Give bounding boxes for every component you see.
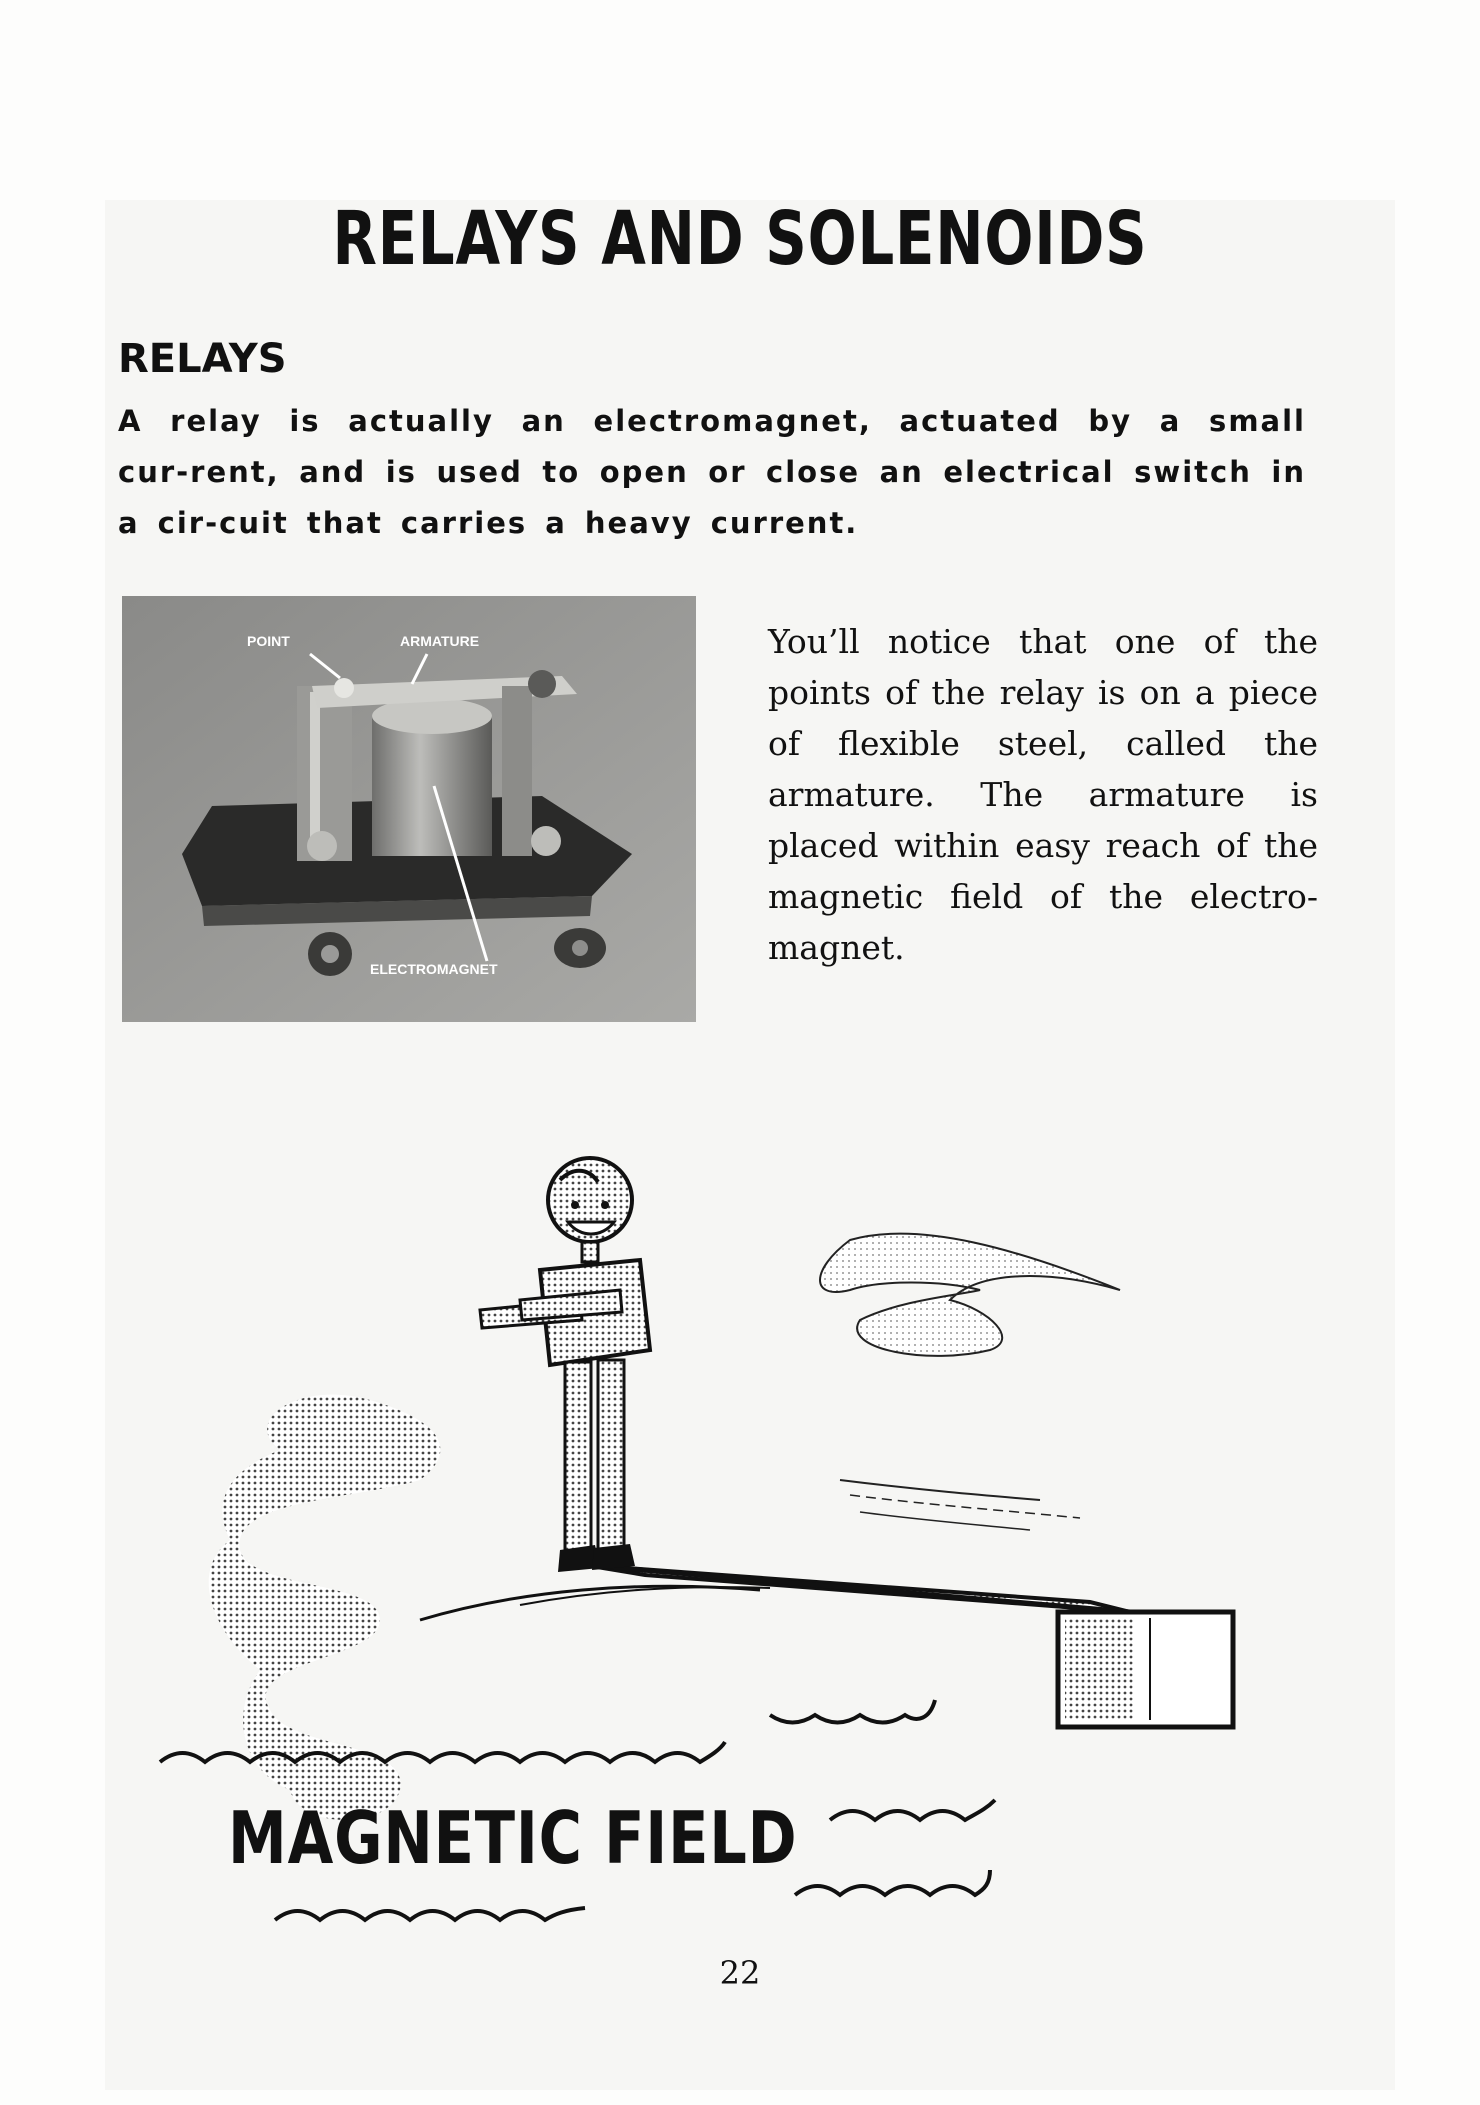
page-title: RELAYS AND SOLENOIDS <box>332 196 1148 282</box>
wind-cloud <box>820 1234 1120 1356</box>
diver-figure <box>480 1158 650 1572</box>
bottom-wave <box>270 1900 600 1940</box>
photo-label-point: POINT <box>247 633 290 649</box>
intro-paragraph: A relay is actually an electromagnet, actuated by a small cur-rent, and is used to open or close an electrical switch in a cir-cuit that carries a heavy current. <box>118 404 1306 540</box>
photo-label-armature: ARMATURE <box>400 633 480 649</box>
water-waves <box>160 1742 725 1762</box>
photo-label-electromagnet: ELECTROMAGNET <box>370 961 498 977</box>
section-heading: RELAYS <box>118 336 287 382</box>
magnetic-field-label: MAGNETIC FIELD <box>228 1796 798 1880</box>
armature-paragraph: You’ll notice that one of the points of the relay is on a piece of flexible steel, called the armature. The armature is placed within easy reach of the magnetic field of the electro-magnet. <box>768 622 1318 967</box>
page-number: 22 <box>719 1954 761 1992</box>
relay-photo <box>122 596 696 1022</box>
